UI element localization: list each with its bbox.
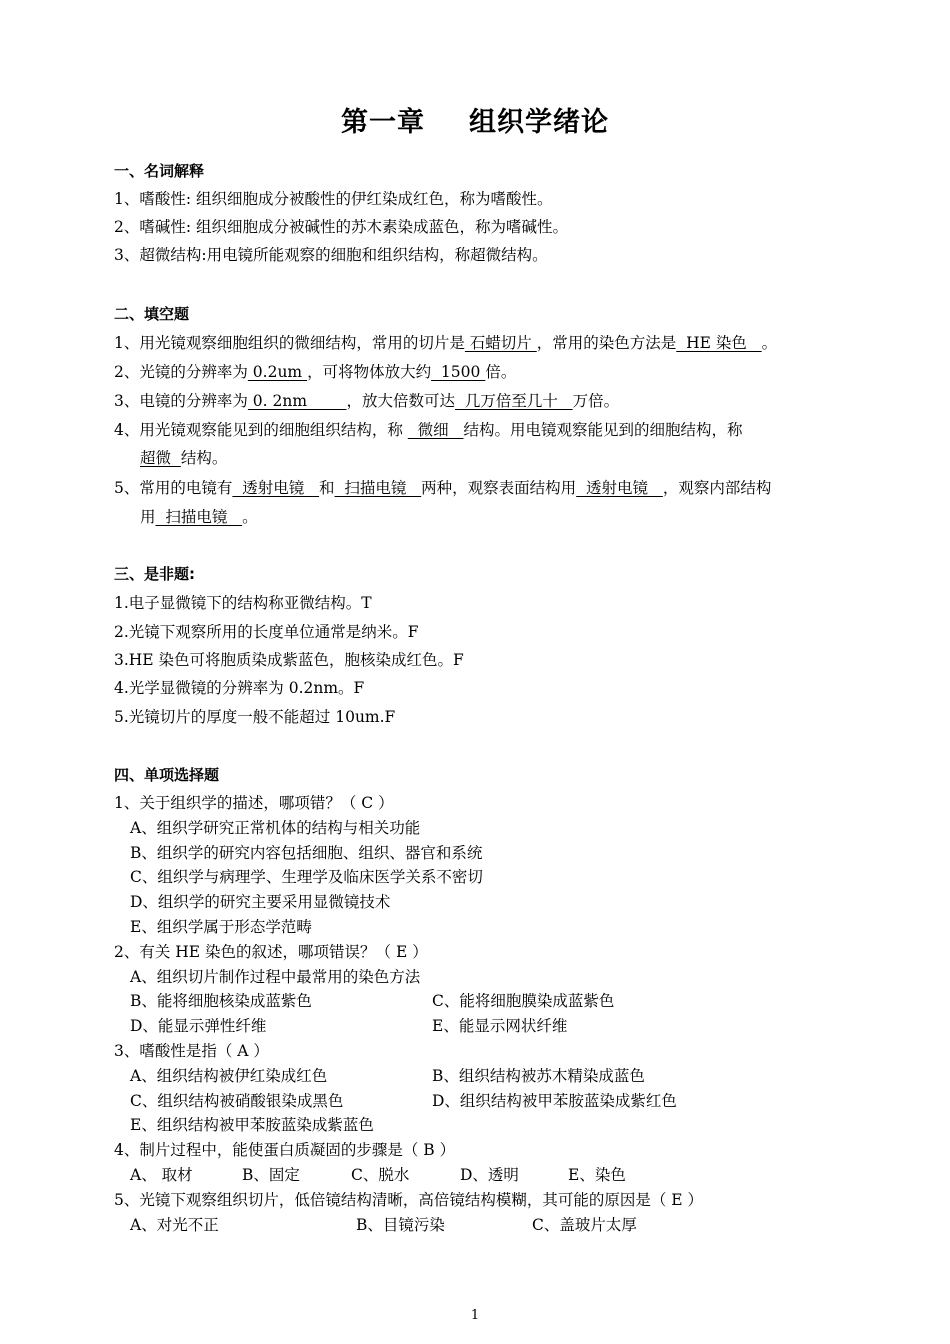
answer-blank: 扫描电镜	[155, 508, 243, 526]
answer-blank: 1500	[431, 363, 486, 381]
true-false-item: 1.电子显微镜下的结构称亚微结构。T	[114, 594, 372, 612]
choice-question-stem: 4、制片过程中，能使蛋白质凝固的步骤是（ B ）	[114, 1141, 456, 1159]
answer-blank: 0. 2nm	[247, 392, 347, 410]
choice-option: D、组织结构被甲苯胺蓝染成紫红色	[432, 1092, 677, 1110]
answer-blank: 扫描电镜	[334, 479, 422, 497]
choice-question-stem: 2、有关 HE 染色的叙述，哪项错误？（ E ）	[114, 943, 428, 961]
fill-blank-question: 2、光镜的分辨率为 0.2um ，可将物体放大约 1500 倍。	[114, 363, 517, 381]
true-false-item: 5.光镜切片的厚度一般不能超过 10um.F	[114, 708, 396, 726]
section-heading-terms: 一、名词解释	[114, 162, 205, 180]
fill-blank-question: 1、用光镜观察细胞组织的微细结构，常用的切片是 石蜡切片 ，常用的染色方法是 HE 染色 。	[114, 334, 778, 352]
answer-blank: 透射电镜	[232, 479, 320, 497]
choice-option: C、脱水	[351, 1166, 410, 1184]
choice-option: C、盖玻片太厚	[532, 1216, 637, 1234]
choice-option-row	[130, 1065, 730, 1087]
choice-option: B、组织学的研究内容包括细胞、组织、器官和系统	[130, 844, 483, 862]
choice-question-stem: 1、关于组织学的描述，哪项错？（ C ）	[114, 794, 394, 812]
answer-blank: 透射电镜	[576, 479, 663, 497]
section-heading-true-false: 三、是非题:	[114, 565, 195, 583]
true-false-item: 4.光学显微镜的分辨率为 0.2nm。F	[114, 679, 365, 697]
fill-blank-continuation: 用 扫描电镜 。	[140, 508, 258, 526]
chapter-title	[0, 100, 950, 139]
choice-option: B、固定	[242, 1166, 300, 1184]
choice-question-stem: 5、光镜下观察组织切片，低倍镜结构清晰，高倍镜结构模糊，其可能的原因是（ E ）	[114, 1191, 704, 1209]
chapter-number: 第一章	[341, 107, 425, 138]
answer-blank: 0.2um	[247, 363, 308, 381]
choice-option: C、组织学与病理学、生理学及临床医学关系不密切	[130, 868, 483, 886]
choice-option: A、对光不正	[130, 1216, 219, 1234]
choice-option-row	[130, 1015, 730, 1037]
answer-blank: 超微	[140, 449, 181, 467]
choice-option-row	[130, 990, 730, 1012]
choice-option: D、透明	[460, 1166, 519, 1184]
choice-option-row	[130, 1090, 730, 1112]
answer-blank: 石蜡切片	[464, 334, 537, 352]
term-item: 1、嗜酸性: 组织细胞成分被酸性的伊红染成红色，称为嗜酸性。	[114, 190, 553, 208]
fill-blank-question: 5、常用的电镜有 透射电镜 和 扫描电镜 两种，观察表面结构用 透射电镜 ，观察内部结构	[114, 479, 772, 497]
choice-option: D、能显示弹性纤维	[130, 1017, 267, 1035]
choice-option: A、组织切片制作过程中最常用的染色方法	[130, 968, 421, 986]
fill-blank-continuation: 超微 结构。	[140, 449, 228, 467]
true-false-item: 2.光镜下观察所用的长度单位通常是纳米。F	[114, 623, 419, 641]
answer-blank: 微细	[407, 421, 464, 439]
fill-blank-question: 3、电镜的分辨率为 0. 2nm ，放大倍数可达 几万倍至几十 万倍。	[114, 392, 620, 410]
choice-option: E、组织结构被甲苯胺蓝染成紫蓝色	[130, 1116, 374, 1134]
section-heading-multiple-choice: 四、单项选择题	[114, 766, 220, 784]
section-heading-fill-blank: 二、填空题	[114, 305, 190, 323]
choice-option: B、组织结构被苏木精染成蓝色	[432, 1067, 645, 1085]
page-number: 1	[470, 1308, 480, 1323]
answer-blank: HE 染色	[676, 334, 762, 352]
choice-option: C、组织结构被硝酸银染成黑色	[130, 1092, 344, 1110]
fill-blank-question: 4、用光镜观察能见到的细胞组织结构，称 微细 结构。用电镜观察能见到的细胞结构，称	[114, 421, 743, 439]
choice-option: B、目镜污染	[356, 1216, 445, 1234]
choice-option: A、组织结构被伊红染成红色	[130, 1067, 328, 1085]
choice-option: A、组织学研究正常机体的结构与相关功能	[130, 819, 421, 837]
term-item: 3、超微结构:用电镜所能观察的细胞和组织结构，称超微结构。	[114, 246, 548, 264]
choice-option: E、组织学属于形态学范畴	[130, 918, 312, 936]
true-false-item: 3.HE 染色可将胞质染成紫蓝色，胞核染成红色。F	[114, 651, 464, 669]
chapter-name: 组织学绪论	[469, 107, 609, 138]
choice-option: B、能将细胞核染成蓝紫色	[130, 992, 312, 1010]
choice-option: E、染色	[568, 1166, 626, 1184]
choice-option: C、能将细胞膜染成蓝紫色	[432, 992, 615, 1010]
choice-option: A、 取材	[130, 1166, 193, 1184]
answer-blank: 几万倍至几十	[455, 392, 573, 410]
choice-option: E、能显示网状纤维	[432, 1017, 568, 1035]
term-item: 2、嗜碱性: 组织细胞成分被碱性的苏木素染成蓝色，称为嗜碱性。	[114, 218, 569, 236]
choice-option: D、组织学的研究主要采用显微镜技术	[130, 893, 391, 911]
choice-question-stem: 3、嗜酸性是指（ A ）	[114, 1042, 269, 1060]
